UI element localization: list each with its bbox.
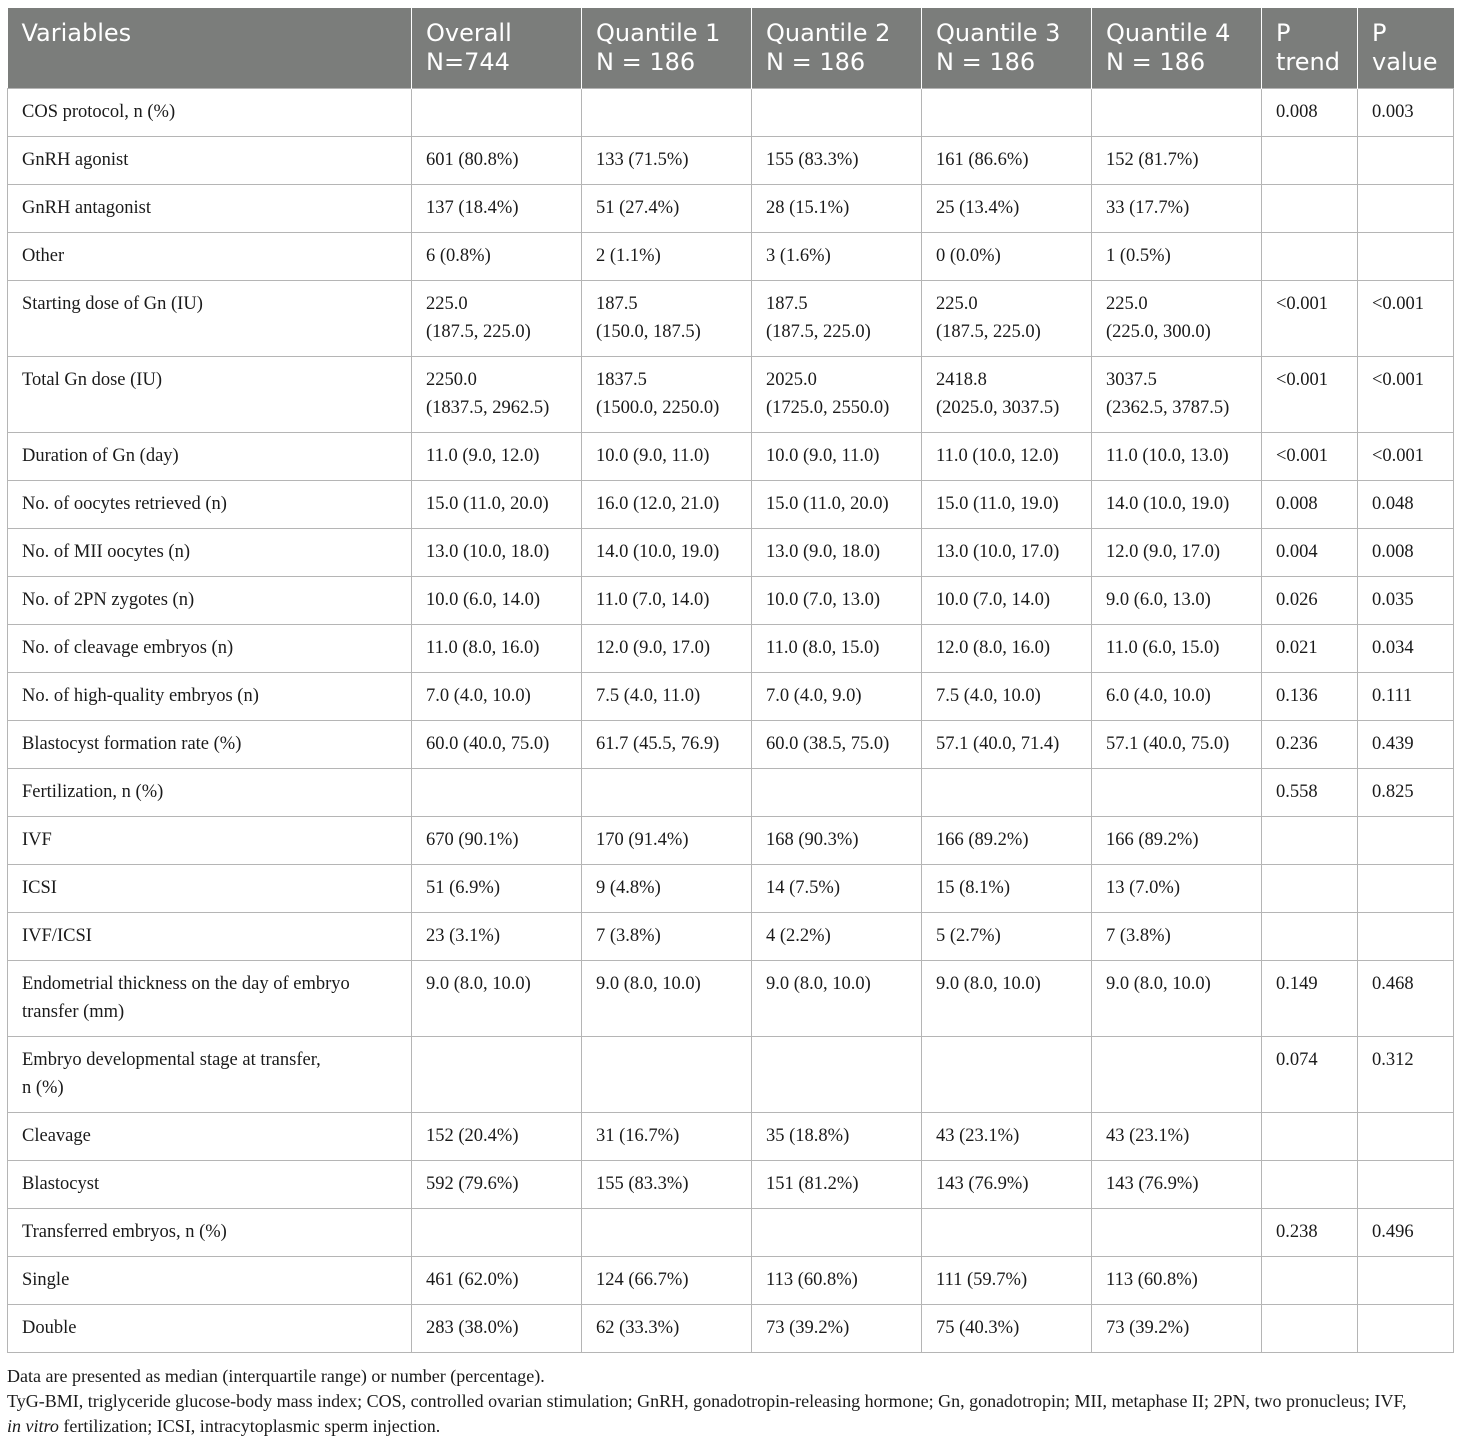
table-cell: 170 (91.4%) (582, 817, 752, 865)
cell-line: n (%) (22, 1078, 64, 1098)
table-cell (752, 1037, 922, 1113)
table-cell: 161 (86.6%) (922, 137, 1092, 185)
table-cell (1092, 89, 1262, 137)
table-cell: 25 (13.4%) (922, 185, 1092, 233)
column-header-line1: Quantile 2 (766, 19, 891, 47)
table-cell: 11.0 (9.0, 12.0) (412, 433, 582, 481)
table-body (8, 89, 1454, 1353)
column-header-line2: N = 186 (596, 48, 696, 76)
table-cell: 670 (90.1%) (412, 817, 582, 865)
row-label-cell: Total Gn dose (IU) (8, 357, 412, 433)
table-cell: 16.0 (12.0, 21.0) (582, 481, 752, 529)
table-row (8, 817, 1454, 865)
row-label-cell: Duration of Gn (day) (8, 433, 412, 481)
table-cell: 7 (3.8%) (1092, 913, 1262, 961)
table-cell: 61.7 (45.5, 76.9) (582, 721, 752, 769)
table-row (8, 1161, 1454, 1209)
table-cell (922, 769, 1092, 817)
table-cell: 11.0 (10.0, 12.0) (922, 433, 1092, 481)
table-cell: 15.0 (11.0, 20.0) (412, 481, 582, 529)
cell-line: (1725.0, 2550.0) (766, 398, 890, 418)
row-label-cell: No. of cleavage embryos (n) (8, 625, 412, 673)
row-label-cell: IVF (8, 817, 412, 865)
cell-line: 187.5 (766, 294, 808, 314)
column-header-line2: N=744 (426, 48, 510, 76)
table-row (8, 433, 1454, 481)
table-cell: 6 (0.8%) (412, 233, 582, 281)
table-cell (1262, 233, 1358, 281)
footnote-abbrev-tail: fertilization; ICSI, intracytoplasmic sperm injection. (58, 1416, 441, 1436)
table-row (8, 1305, 1454, 1353)
table-cell: 9.0 (8.0, 10.0) (1092, 961, 1262, 1037)
table-cell (922, 1209, 1092, 1257)
table-cell (1262, 1113, 1358, 1161)
cell-line: (187.5, 225.0) (426, 322, 531, 342)
table-cell: 7.5 (4.0, 10.0) (922, 673, 1092, 721)
table-row (8, 865, 1454, 913)
table-cell (582, 769, 752, 817)
cell-line: (2362.5, 3787.5) (1106, 398, 1230, 418)
column-header-4 (922, 8, 1092, 89)
table-cell (412, 281, 582, 357)
row-label-cell: Single (8, 1257, 412, 1305)
table-cell (1262, 1305, 1358, 1353)
row-label-cell: GnRH agonist (8, 137, 412, 185)
table-cell (1358, 1113, 1454, 1161)
row-label-cell: Fertilization, n (%) (8, 769, 412, 817)
table-cell: 133 (71.5%) (582, 137, 752, 185)
row-label-cell: ICSI (8, 865, 412, 913)
table-cell: 43 (23.1%) (922, 1113, 1092, 1161)
table-cell: <0.001 (1262, 281, 1358, 357)
column-header-7 (1358, 8, 1454, 89)
table-cell: 15.0 (11.0, 19.0) (922, 481, 1092, 529)
table-row (8, 721, 1454, 769)
table-cell: 12.0 (9.0, 17.0) (1092, 529, 1262, 577)
table-cell (922, 357, 1092, 433)
table-cell: 73 (39.2%) (1092, 1305, 1262, 1353)
table-cell (1358, 865, 1454, 913)
table-cell (922, 1037, 1092, 1113)
table-cell: 0.008 (1358, 529, 1454, 577)
table-row (8, 577, 1454, 625)
table-cell (582, 1037, 752, 1113)
column-header-2 (582, 8, 752, 89)
table-cell: 155 (83.3%) (582, 1161, 752, 1209)
row-label-cell: Blastocyst (8, 1161, 412, 1209)
table-cell (1262, 817, 1358, 865)
table-cell: 137 (18.4%) (412, 185, 582, 233)
table-cell (582, 281, 752, 357)
table-cell: 57.1 (40.0, 71.4) (922, 721, 1092, 769)
table-row (8, 769, 1454, 817)
table-row (8, 481, 1454, 529)
table-cell: 9.0 (6.0, 13.0) (1092, 577, 1262, 625)
cell-line: Embryo developmental stage at transfer, (22, 1050, 321, 1070)
column-header-line1: P (1372, 19, 1387, 47)
table-cell (1092, 281, 1262, 357)
table-cell: 9.0 (8.0, 10.0) (922, 961, 1092, 1037)
table-row (8, 1209, 1454, 1257)
table-cell: 2 (1.1%) (582, 233, 752, 281)
table-cell: 0.825 (1358, 769, 1454, 817)
table-cell (1262, 1257, 1358, 1305)
table-cell: <0.001 (1358, 357, 1454, 433)
table-cell: 124 (66.7%) (582, 1257, 752, 1305)
table-cell: 0.496 (1358, 1209, 1454, 1257)
table-cell: 15 (8.1%) (922, 865, 1092, 913)
table-cell: <0.001 (1358, 281, 1454, 357)
table-row (8, 913, 1454, 961)
table-row (8, 137, 1454, 185)
table-cell (582, 1209, 752, 1257)
table-cell (1358, 1257, 1454, 1305)
cell-line: 3037.5 (1106, 370, 1157, 390)
table-row (8, 1037, 1454, 1113)
table-header (8, 8, 1454, 89)
table-cell: 155 (83.3%) (752, 137, 922, 185)
table-cell (1262, 185, 1358, 233)
table-cell: 166 (89.2%) (1092, 817, 1262, 865)
row-label-cell: COS protocol, n (%) (8, 89, 412, 137)
table-cell: 15.0 (11.0, 20.0) (752, 481, 922, 529)
table-cell: 14.0 (10.0, 19.0) (1092, 481, 1262, 529)
cell-line: 1837.5 (596, 370, 647, 390)
column-header-1 (412, 8, 582, 89)
table-row (8, 281, 1454, 357)
table-cell: 0.136 (1262, 673, 1358, 721)
table-cell: 0.111 (1358, 673, 1454, 721)
row-label-cell: GnRH antagonist (8, 185, 412, 233)
table-cell: 0.008 (1262, 481, 1358, 529)
table-cell: 0.004 (1262, 529, 1358, 577)
table-cell: 9.0 (8.0, 10.0) (752, 961, 922, 1037)
table-cell: 0 (0.0%) (922, 233, 1092, 281)
table-cell: 3 (1.6%) (752, 233, 922, 281)
table-cell: 62 (33.3%) (582, 1305, 752, 1353)
row-label-cell: No. of oocytes retrieved (n) (8, 481, 412, 529)
table-cell: 4 (2.2%) (752, 913, 922, 961)
table-cell (1092, 357, 1262, 433)
table-cell: <0.001 (1262, 433, 1358, 481)
table-cell: 23 (3.1%) (412, 913, 582, 961)
cell-line: 225.0 (936, 294, 978, 314)
row-label-cell: Blastocyst formation rate (%) (8, 721, 412, 769)
column-header-line1: Quantile 4 (1106, 19, 1231, 47)
table-cell: 9 (4.8%) (582, 865, 752, 913)
table-row (8, 673, 1454, 721)
table-row (8, 1113, 1454, 1161)
table-row (8, 1257, 1454, 1305)
table-cell (752, 281, 922, 357)
table-cell: 11.0 (7.0, 14.0) (582, 577, 752, 625)
column-header-6 (1262, 8, 1358, 89)
table-row (8, 961, 1454, 1037)
table-cell: 601 (80.8%) (412, 137, 582, 185)
cell-line: 187.5 (596, 294, 638, 314)
table-cell: <0.001 (1358, 433, 1454, 481)
table-cell: 51 (6.9%) (412, 865, 582, 913)
table-cell: 0.149 (1262, 961, 1358, 1037)
cell-line: 225.0 (1106, 294, 1148, 314)
table-cell: 0.048 (1358, 481, 1454, 529)
table-cell: 7 (3.8%) (582, 913, 752, 961)
column-header-line2: N = 186 (1106, 48, 1206, 76)
table-cell: 73 (39.2%) (752, 1305, 922, 1353)
row-label-cell: No. of high-quality embryos (n) (8, 673, 412, 721)
table-cell: 14 (7.5%) (752, 865, 922, 913)
footnote-abbrev-italic: in vitro (7, 1416, 59, 1436)
cell-line: (1837.5, 2962.5) (426, 398, 550, 418)
table-cell: 13.0 (10.0, 17.0) (922, 529, 1092, 577)
row-label-cell: Other (8, 233, 412, 281)
table-cell: 35 (18.8%) (752, 1113, 922, 1161)
cell-line: 2025.0 (766, 370, 817, 390)
footnote-abbreviations (7, 1389, 1453, 1439)
column-header-line1: P (1276, 19, 1291, 47)
table-cell: 60.0 (40.0, 75.0) (412, 721, 582, 769)
table-cell: 166 (89.2%) (922, 817, 1092, 865)
table-cell: 51 (27.4%) (582, 185, 752, 233)
table-cell: 7.0 (4.0, 9.0) (752, 673, 922, 721)
cell-line: (187.5, 225.0) (766, 322, 871, 342)
table-cell: 5 (2.7%) (922, 913, 1092, 961)
table-cell (1358, 913, 1454, 961)
table-cell (1358, 137, 1454, 185)
table-cell: 11.0 (6.0, 15.0) (1092, 625, 1262, 673)
table-cell: 10.0 (7.0, 14.0) (922, 577, 1092, 625)
table-cell: 11.0 (10.0, 13.0) (1092, 433, 1262, 481)
table-row (8, 233, 1454, 281)
table-cell: 7.5 (4.0, 11.0) (582, 673, 752, 721)
column-header-0 (8, 8, 412, 89)
table-cell: 0.439 (1358, 721, 1454, 769)
table-row (8, 529, 1454, 577)
column-header-line1: Quantile 1 (596, 19, 721, 47)
column-header-line1: Variables (21, 19, 132, 47)
table-cell (1092, 1037, 1262, 1113)
table-cell: 11.0 (8.0, 16.0) (412, 625, 582, 673)
table-cell: 10.0 (6.0, 14.0) (412, 577, 582, 625)
table-row (8, 185, 1454, 233)
table-cell: 152 (81.7%) (1092, 137, 1262, 185)
column-header-line2: N = 186 (766, 48, 866, 76)
table-cell: 0.312 (1358, 1037, 1454, 1113)
column-header-line2: value (1372, 48, 1438, 76)
table-row (8, 89, 1454, 137)
table-cell (1262, 913, 1358, 961)
table-cell: 113 (60.8%) (1092, 1257, 1262, 1305)
cell-line: 2418.8 (936, 370, 987, 390)
table-cell: 168 (90.3%) (752, 817, 922, 865)
column-header-line1: Overall (426, 19, 512, 47)
table-cell (412, 1037, 582, 1113)
row-label-cell: No. of MII oocytes (n) (8, 529, 412, 577)
table-cell: 0.035 (1358, 577, 1454, 625)
table-cell: 43 (23.1%) (1092, 1113, 1262, 1161)
column-header-line2: trend (1276, 48, 1340, 76)
table-cell: 6.0 (4.0, 10.0) (1092, 673, 1262, 721)
table-cell: 13.0 (10.0, 18.0) (412, 529, 582, 577)
column-header-line2: N = 186 (936, 48, 1036, 76)
table-cell: 7.0 (4.0, 10.0) (412, 673, 582, 721)
footnote-data-presentation: Data are presented as median (interquartile range) or number (percentage). (7, 1366, 545, 1386)
table-cell: 9.0 (8.0, 10.0) (582, 961, 752, 1037)
table-cell (412, 357, 582, 433)
table-cell (752, 769, 922, 817)
table-cell (1358, 1161, 1454, 1209)
table-cell: 111 (59.7%) (922, 1257, 1092, 1305)
table-cell: 0.034 (1358, 625, 1454, 673)
row-label-cell: No. of 2PN zygotes (n) (8, 577, 412, 625)
table-cell (582, 89, 752, 137)
table-cell: 0.558 (1262, 769, 1358, 817)
table-cell (922, 281, 1092, 357)
table-cell: 0.021 (1262, 625, 1358, 673)
header-row (8, 8, 1454, 89)
cell-line: (225.0, 300.0) (1106, 322, 1211, 342)
table-cell (412, 769, 582, 817)
table-cell: 9.0 (8.0, 10.0) (412, 961, 582, 1037)
table-cell: 13 (7.0%) (1092, 865, 1262, 913)
table-cell: 31 (16.7%) (582, 1113, 752, 1161)
table-footnotes (7, 1364, 1453, 1439)
table-cell: 461 (62.0%) (412, 1257, 582, 1305)
table-cell: 143 (76.9%) (922, 1161, 1092, 1209)
table-cell: 12.0 (8.0, 16.0) (922, 625, 1092, 673)
table-cell: 57.1 (40.0, 75.0) (1092, 721, 1262, 769)
column-header-5 (1092, 8, 1262, 89)
table-cell: 152 (20.4%) (412, 1113, 582, 1161)
cell-line: (1500.0, 2250.0) (596, 398, 720, 418)
row-label-cell (8, 1037, 412, 1113)
table-cell: 28 (15.1%) (752, 185, 922, 233)
table-cell (1262, 137, 1358, 185)
table-cell: 0.238 (1262, 1209, 1358, 1257)
table-cell (412, 1209, 582, 1257)
table-cell (752, 89, 922, 137)
table-row (8, 357, 1454, 433)
table-cell: 75 (40.3%) (922, 1305, 1092, 1353)
table-cell (922, 89, 1092, 137)
table-cell: 33 (17.7%) (1092, 185, 1262, 233)
row-label-cell: Transferred embryos, n (%) (8, 1209, 412, 1257)
table-cell (752, 1209, 922, 1257)
table-cell: 592 (79.6%) (412, 1161, 582, 1209)
table-cell: 10.0 (9.0, 11.0) (582, 433, 752, 481)
cell-line: (187.5, 225.0) (936, 322, 1041, 342)
column-header-3 (752, 8, 922, 89)
table-cell (1358, 185, 1454, 233)
table-cell: 283 (38.0%) (412, 1305, 582, 1353)
table-cell: 10.0 (9.0, 11.0) (752, 433, 922, 481)
table-cell: 151 (81.2%) (752, 1161, 922, 1209)
table-cell: 1 (0.5%) (1092, 233, 1262, 281)
table-cell: 10.0 (7.0, 13.0) (752, 577, 922, 625)
table-row (8, 625, 1454, 673)
table-cell (412, 89, 582, 137)
table-cell (582, 357, 752, 433)
table-cell: 0.003 (1358, 89, 1454, 137)
table-cell: 11.0 (8.0, 15.0) (752, 625, 922, 673)
table-cell: <0.001 (1262, 357, 1358, 433)
row-label-cell: Starting dose of Gn (IU) (8, 281, 412, 357)
table-cell (1092, 1209, 1262, 1257)
table-cell: 0.026 (1262, 577, 1358, 625)
row-label-cell: Cleavage (8, 1113, 412, 1161)
footnote-abbrev-text: TyG-BMI, triglyceride glucose-body mass index; COS, controlled ovarian stimulation; GnRH, gonadotropin-releasing hormone; Gn, gonadotropin; MII, metaphase II; 2PN, two pronucleus; IVF, (7, 1391, 1407, 1411)
row-label-cell: Double (8, 1305, 412, 1353)
table-cell: 14.0 (10.0, 19.0) (582, 529, 752, 577)
table-cell (1358, 817, 1454, 865)
table-cell: 113 (60.8%) (752, 1257, 922, 1305)
table-cell: 0.468 (1358, 961, 1454, 1037)
table-cell (1358, 233, 1454, 281)
table-cell: 0.236 (1262, 721, 1358, 769)
table-cell: 13.0 (9.0, 18.0) (752, 529, 922, 577)
table-cell: 143 (76.9%) (1092, 1161, 1262, 1209)
table-cell (1262, 1161, 1358, 1209)
table-cell (752, 357, 922, 433)
row-label-cell: IVF/ICSI (8, 913, 412, 961)
cell-line: 225.0 (426, 294, 468, 314)
table-cell (1262, 865, 1358, 913)
table-container (7, 8, 1453, 1353)
table-cell: 12.0 (9.0, 17.0) (582, 625, 752, 673)
table-cell: 0.074 (1262, 1037, 1358, 1113)
table-cell (1092, 769, 1262, 817)
cell-line: (150.0, 187.5) (596, 322, 701, 342)
data-table (7, 8, 1454, 1353)
cell-line: 2250.0 (426, 370, 477, 390)
table-cell: 0.008 (1262, 89, 1358, 137)
table-cell (1358, 1305, 1454, 1353)
row-label-cell: Endometrial thickness on the day of embryo transfer (mm) (8, 961, 412, 1037)
cell-line: (2025.0, 3037.5) (936, 398, 1060, 418)
table-cell: 60.0 (38.5, 75.0) (752, 721, 922, 769)
column-header-line1: Quantile 3 (936, 19, 1061, 47)
